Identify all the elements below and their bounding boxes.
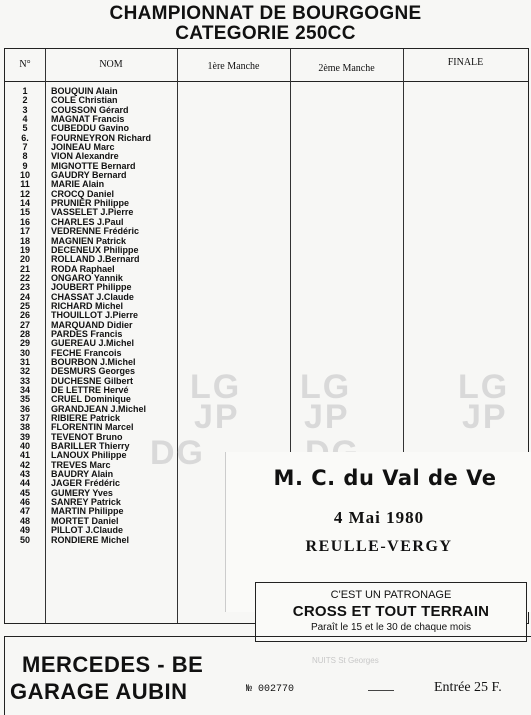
rider-name: TEVENOT Bruno: [51, 431, 123, 442]
rider-number: 41: [19, 450, 30, 461]
watermark-jp: JP: [462, 398, 508, 436]
rider-name: BAUDRY Alain: [51, 469, 114, 480]
rider-number: 38: [19, 422, 30, 433]
ad-ghost-text: NUITS St Georges: [312, 656, 379, 665]
rider-number: 1: [22, 86, 28, 96]
rider-name: COUSSON Gérard: [51, 104, 129, 115]
rider-name: MIGNOTTE Bernard: [51, 160, 136, 171]
rider-number: 29: [19, 338, 30, 349]
rider-number: 6.: [21, 132, 29, 143]
rider-number: 26: [19, 310, 30, 321]
rider-name: DECENEUX Philippe: [51, 244, 139, 255]
rider-number: 24: [19, 291, 30, 302]
rider-number: 43: [19, 469, 30, 480]
rider-number: 40: [19, 441, 30, 452]
title-line-2: CATEGORIE 250CC: [175, 23, 356, 44]
rider-number: 44: [19, 478, 30, 489]
rider-number: 20: [19, 254, 30, 265]
rider-name: MARQUAND Didier: [51, 319, 133, 330]
header-num: N°: [19, 59, 31, 70]
header-manche-2: 2ème Manche: [318, 63, 375, 74]
rider-number: 27: [19, 319, 30, 330]
club-name: M. C. du Val de Ve: [273, 466, 497, 490]
rider-number: 36: [19, 403, 30, 414]
rider-number: 17: [19, 226, 30, 237]
rider-number: 9: [22, 160, 28, 171]
rider-name: RONDIERE Michel: [51, 534, 130, 545]
rider-name: ONGARO Yannik: [51, 272, 123, 283]
patronage-box: [255, 582, 527, 642]
rider-name: VASSELET J.Pierre: [51, 207, 134, 218]
rider-number: 10: [19, 170, 30, 181]
rider-name: BOURBON J.Michel: [51, 356, 136, 367]
rider-name: RODA Raphael: [51, 263, 115, 274]
rider-name: PILLOT J.Claude: [51, 525, 124, 536]
patronage-line-2: CROSS ET TOUT TERRAIN: [292, 603, 490, 620]
rider-name: TREVES Marc: [51, 459, 111, 470]
watermark-lg: LG: [190, 368, 242, 406]
rider-name: BARILLER Thierry: [51, 441, 130, 452]
rider-name: RIBIERE Patrick: [51, 413, 121, 424]
rider-name: MARTIN Philippe: [51, 506, 124, 517]
header-divider: [5, 81, 528, 82]
rider-number: 4: [22, 114, 28, 125]
rider-name: DUCHESNE Gilbert: [51, 375, 134, 386]
rider-number: 11: [20, 179, 30, 190]
rider-number: 18: [19, 235, 30, 246]
rider-name: GRANDJEAN J.Michel: [51, 403, 147, 414]
rider-name: SANREY Patrick: [51, 497, 121, 508]
rider-number: 5: [22, 123, 28, 134]
rider-number: 25: [19, 300, 30, 311]
rider-number: 3: [22, 104, 28, 115]
divider: [368, 690, 394, 691]
rider-name: CROCQ Daniel: [51, 188, 115, 199]
rider-name: FOURNEYRON Richard: [51, 132, 152, 143]
header-manche-1: 1ère Manche: [207, 61, 260, 72]
ticket-number: № 002770: [246, 684, 295, 695]
rider-number: 14: [19, 198, 30, 209]
rider-number: 46: [19, 497, 30, 508]
rider-number: 37: [19, 413, 30, 424]
rider-number: 21: [19, 263, 30, 274]
rider-name: GUEREAU J.Michel: [51, 338, 135, 349]
rider-name: THOUILLOT J.Pierre: [51, 310, 139, 321]
rider-name: PRUNIER Philippe: [51, 198, 130, 209]
header-name: NOM: [99, 59, 123, 70]
rider-number: 28: [19, 328, 30, 339]
rider-name: VION Alexandre: [51, 151, 119, 162]
rider-number: 49: [19, 525, 30, 536]
event-date: 4 Mai 1980: [333, 508, 425, 527]
ad-line-2: GARAGE AUBIN: [10, 679, 188, 704]
rider-name: JOINEAU Marc: [51, 142, 115, 153]
column-divider: [177, 49, 178, 623]
rider-name: CUBEDDU Gavino: [51, 123, 130, 134]
rider-name: JAGER Frédéric: [51, 478, 121, 489]
rider-name: COLE Christian: [51, 95, 118, 106]
rider-name: VEDRENNE Frédéric: [51, 226, 140, 237]
rider-number: 32: [19, 366, 30, 377]
patronage-line-3: Paraît le 15 et le 30 de chaque mois: [310, 622, 472, 633]
rider-number: 39: [19, 431, 30, 442]
patronage-line-1: C'EST UN PATRONAGE: [330, 589, 452, 601]
header-finale: FINALE: [447, 57, 484, 68]
event-place: REULLE-VERGY: [305, 538, 453, 555]
rider-number: 48: [19, 515, 30, 526]
rider-number: 23: [19, 282, 30, 293]
watermark-jp: JP: [194, 398, 240, 436]
column-divider: [45, 49, 46, 623]
rider-name: DESMURS Georges: [51, 366, 136, 377]
rider-number: 22: [19, 272, 30, 283]
rider-name: CHASSAT J.Claude: [51, 291, 134, 302]
rider-number: 50: [19, 534, 30, 545]
watermark-lg: LG: [458, 368, 510, 406]
rider-number: 47: [19, 506, 30, 517]
entry-price: Entrée 25 F.: [434, 680, 502, 695]
rider-name: DE LETTRE Hervé: [51, 385, 129, 395]
rider-name: RICHARD Michel: [51, 300, 124, 311]
rider-name: MAGNAT Francis: [51, 114, 125, 125]
rider-number: 16: [19, 216, 30, 227]
rider-name: MORTET Daniel: [51, 515, 119, 526]
rider-number: 7: [22, 142, 28, 153]
rider-number: 42: [19, 459, 30, 470]
rider-number: 34: [19, 385, 30, 395]
rider-name: CHARLES J.Paul: [51, 216, 124, 227]
rider-number: 2: [22, 95, 28, 106]
rider-name: MARIE Alain: [51, 179, 105, 190]
watermark-dg: DG: [150, 434, 205, 472]
rider-number: 33: [19, 375, 30, 386]
rider-name: FLORENTIN Marcel: [51, 422, 134, 433]
rider-number: 19: [19, 244, 30, 255]
rider-number: 30: [19, 347, 30, 358]
rider-name: GUMERY Yves: [51, 487, 113, 498]
rider-number: 8: [22, 151, 28, 162]
rider-name: CRUEL Dominique: [51, 394, 131, 405]
rider-name: LANOUX Philippe: [51, 450, 127, 461]
rider-name: BOUQUIN Alain: [51, 86, 118, 96]
rider-name: JOUBERT Philippe: [51, 282, 132, 293]
rider-name: GAUDRY Bernard: [51, 170, 127, 181]
rider-number: 31: [19, 356, 30, 367]
rider-number: 45: [19, 487, 30, 498]
rider-number: 35: [19, 394, 30, 405]
rider-name: ROLLAND J.Bernard: [51, 254, 140, 265]
rider-name: MAGNIEN Patrick: [51, 235, 127, 246]
rider-name: FECHE Francois: [51, 347, 122, 358]
rider-name: PARDES Francis: [51, 328, 123, 339]
title-line-1: CHAMPIONNAT DE BOURGOGNE: [109, 3, 422, 24]
watermark-jp: JP: [304, 398, 350, 436]
watermark-lg: LG: [300, 368, 352, 406]
rider-number: 15: [19, 207, 30, 218]
ad-line-1: MERCEDES - BE: [22, 652, 204, 677]
rider-number: 12: [19, 188, 30, 199]
